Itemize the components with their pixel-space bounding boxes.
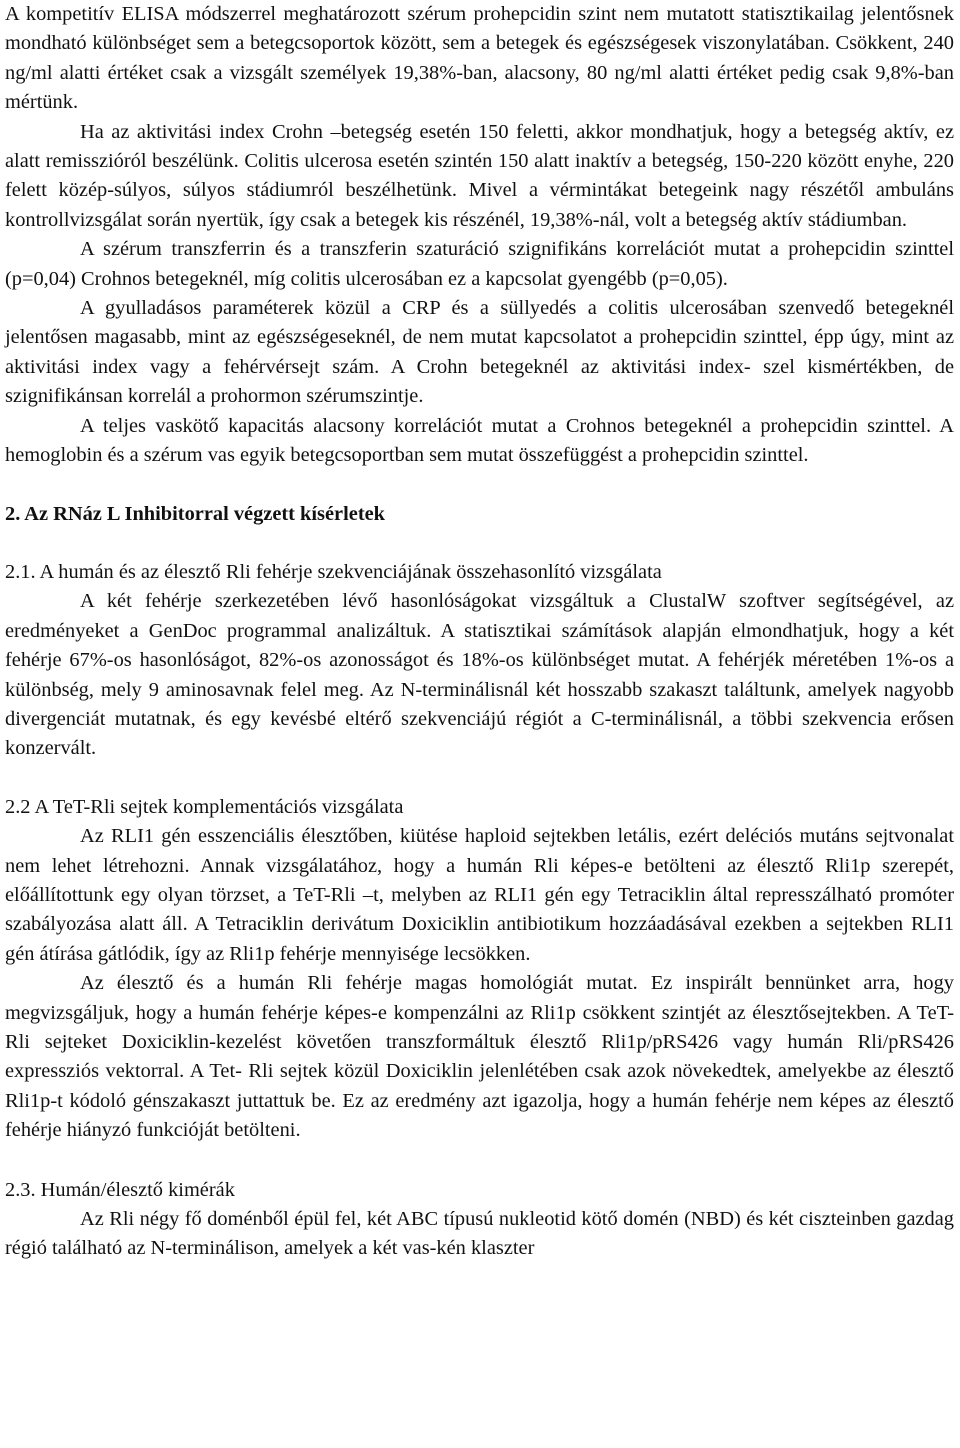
subsection-heading-2-1: 2.1. A humán és az élesztő Rli fehérje szekvenciájának összehasonlító vizsgálata [5, 560, 662, 583]
subsection-heading-2-2: 2.2 A TeT-Rli sejtek komplementációs vizsgálata [5, 795, 404, 818]
paragraph-rli1-gene: Az RLI1 gén esszenciális élesztőben, kiütése haploid sejtekben letális, ezért deléciós mutáns sejtvonalat nem lehet létrehozni. Annak vizsgálatához, hogy a humán Rli képes-e betölteni az élesztő Rli1p szerepét, előállítottunk egy olyan törzset, a TeT-Rli –t, melyben az RLI1 gén egy Tetraciklin által represszálható promóter szabályozása alatt áll. A Tetraciklin derivátum Doxiciklin antibiotikum hozzáadásával ezekben a sejtekben RLI1 gén átírása gátlódik, így az Rli1p fehérje mennyisége lecsökken. [5, 825, 954, 965]
paragraph-iron-binding: A teljes vaskötő kapacitás alacsony korrelációt mutat a Crohnos betegeknél a prohepcidin szinttel. A hemoglobin és a szérum vas egyik betegcsoportban sem mutat összefüggést a prohepcidin szinttel. [5, 414, 954, 467]
paragraph-complementation: Az élesztő és a humán Rli fehérje magas homológiát mutat. Ez inspirált bennünket arra, hogy megvizsgáljuk, hogy a humán fehérje képes-e kompenzálni az Rli1p csökkent szintjét az élesztősejtekben. A TeT-Rli sejteket Doxiciklin-kezelést követően transzformáltuk élesztő Rli1p/pRS426 vagy humán Rli/pRS426 expressziós vektorral. A Tet- Rli sejtek közül Doxiciklin jelenlétében csak azok növekedtek, amelyekbe az élesztő Rli1p-t kódoló génszakaszt juttattuk be. Ez az eredmény azt igazolja, hogy a humán fehérje nem képes az élesztő fehérje hiányzó funkcióját betölteni. [5, 972, 954, 1142]
subsection-heading-2-3: 2.3. Humán/élesztő kimérák [5, 1178, 235, 1201]
paragraph-chimeras: Az Rli négy fő doménből épül fel, két ABC típusú nukleotid kötő domén (NBD) és két ciszteinben gazdag régió található az N-terminálison, amelyek a két vas-kén klaszter [5, 1208, 954, 1260]
spacer [5, 1146, 954, 1176]
spacer [5, 529, 954, 558]
spacer [5, 764, 954, 793]
paragraph-elisa-results: A kompetitív ELISA módszerrel meghatározott szérum prohepcidin szint nem mutatott statisztikailag jelentősnek mondható különbséget sem a betegcsoportok között, sem a betegek és egészségesek viszonylatában. Csökkent, 240 ng/ml alatti értéket csak a vizsgált személyek 19,38%-ban, alacsony, 80 ng/ml alatti értéket pedig csak 9,8%-ban mértünk. [5, 3, 954, 114]
spacer [5, 471, 954, 500]
paragraph-sequence-comparison: A két fehérje szerkezetében lévő hasonlóságokat vizsgáltuk a ClustalW szoftver segítségével, az eredményeket a GenDoc programmal analizáltuk. A statisztikai számítások alapján elmondhatjuk, hogy a két fehérje 67%-os hasonlóságot, 82%-os azonosságot és 18%-os különbséget mutat. A fehérjék méretében 1%-os a különbség, mely 9 aminosavnak felel meg. Az N-terminálisnál két hosszabb szakaszt találtunk, amelyek nagyobb divergenciát mutatnak, és egy kevésbé eltérő szekvenciájú régiót a C-terminálisnál, a többi szekvencia erősen konzervált. [5, 590, 954, 760]
paragraph-inflammatory-parameters: A gyulladásos paraméterek közül a CRP és a süllyedés a colitis ulcerosában szenvedő betegeknél jelentősen magasabb, mint az egészségeseknél, de nem mutat kapcsolatot a prohepcidin szinttel, épp úgy, mint az aktivitási index vagy a fehérvérsejt szám. A Crohn betegeknél az aktivitási index- szel kismértékben, de szignifikánsan korrelál a prohormon szérumszintje. [5, 297, 954, 408]
section-heading-2: 2. Az RNáz L Inhibitorral végzett kísérletek [5, 502, 385, 525]
paragraph-activity-index: Ha az aktivitási index Crohn –betegség esetén 150 feletti, akkor mondhatjuk, hogy a betegség aktív, ez alatt remisszióról beszélünk. Colitis ulcerosa esetén szintén 150 alatt inaktív a betegség, 150-220 között enyhe, 220 felett közép-súlyos, súlyos stádiumról beszélhetünk. Mivel a vérmintákat betegeink nagy részétől ambuláns kontrollvizsgálat során nyertük, így csak a betegek kis részénél, 19,38%-nál, volt a betegség aktív stádiumban. [5, 120, 954, 231]
paragraph-transferrin: A szérum transzferrin és a transzferin szaturáció szignifikáns korrelációt mutat a prohepcidin szinttel (p=0,04) Crohnos betegeknél, míg colitis ulcerosában ez a kapcsolat gyengébb (p=0,05). [5, 238, 954, 290]
